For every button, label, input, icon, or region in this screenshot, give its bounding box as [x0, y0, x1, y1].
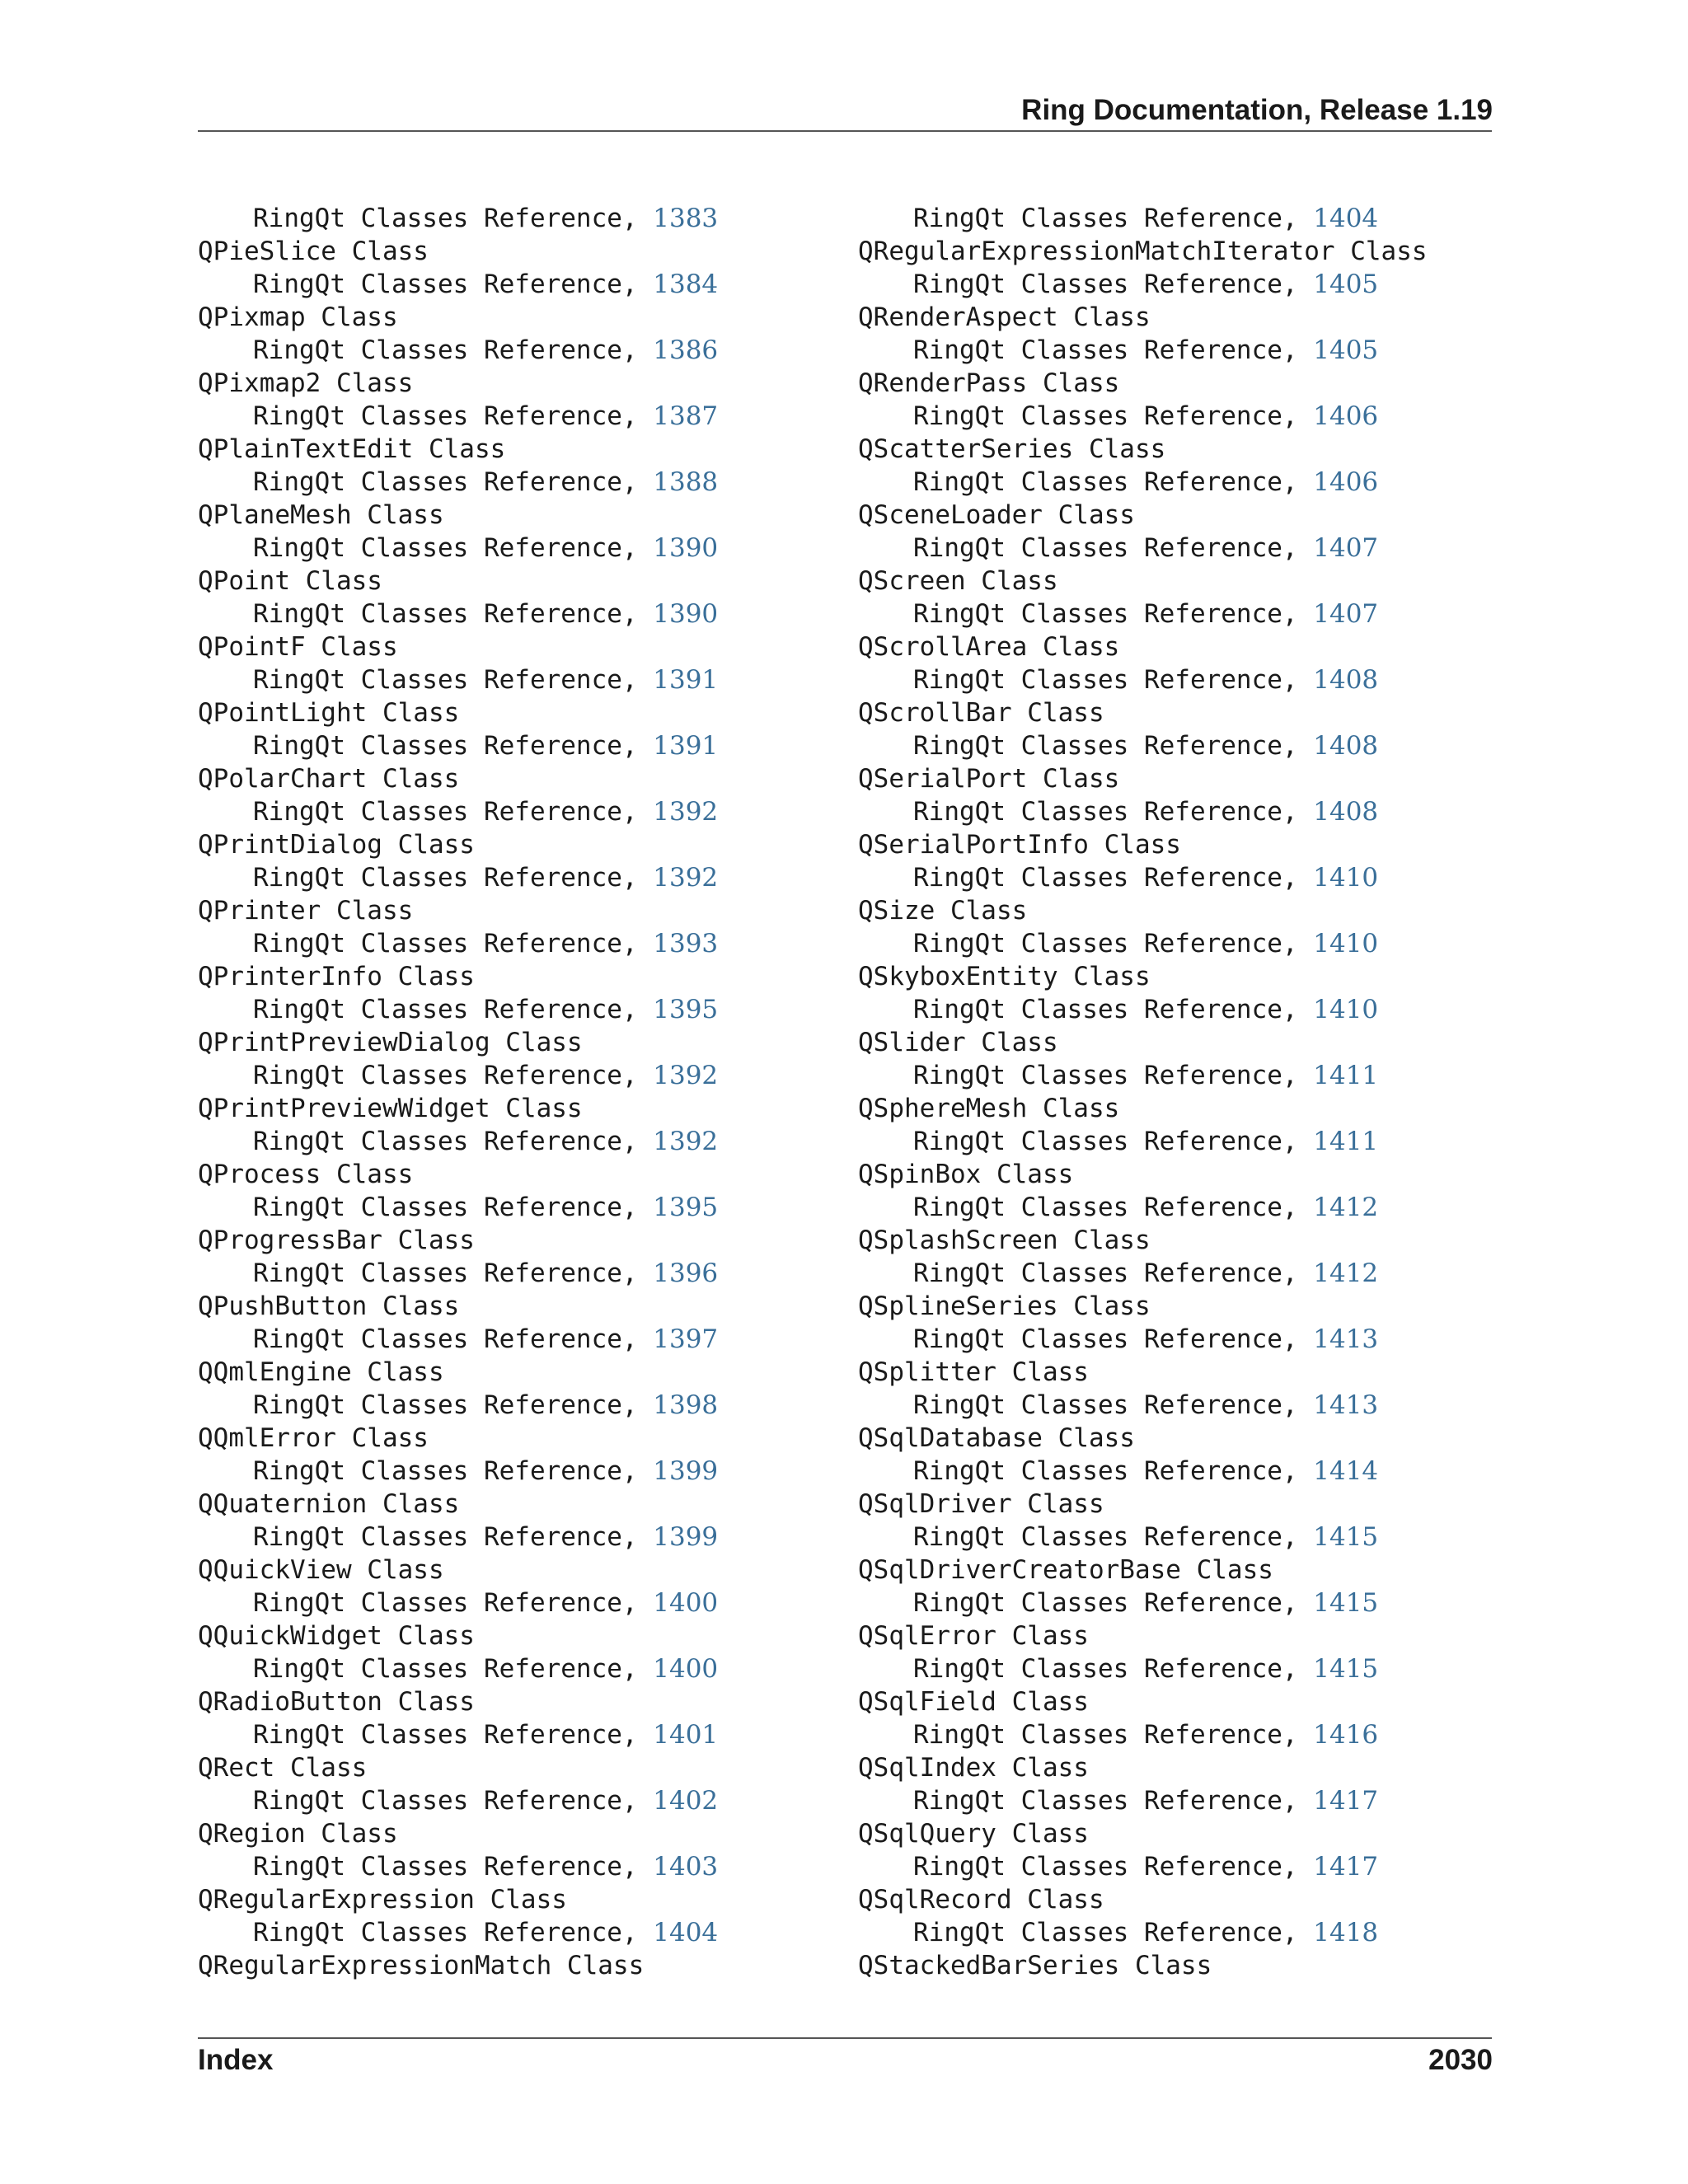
- index-entry: QSplashScreen Class: [858, 1226, 1151, 1255]
- subentry-label: RingQt Classes Reference,: [913, 1588, 1314, 1618]
- index-entry: QSqlDriver Class: [858, 1489, 1104, 1519]
- index-subentry: [858, 1652, 1428, 1685]
- index-subentry: [858, 598, 1428, 630]
- page-link[interactable]: 1403: [653, 1852, 719, 1882]
- index-subentry: [858, 1323, 1428, 1356]
- page-link[interactable]: 1390: [653, 533, 719, 563]
- index-column-right: [858, 202, 1428, 1982]
- index-subentry: [198, 1850, 718, 1883]
- index-subentry: [858, 1059, 1428, 1092]
- page-link[interactable]: 1406: [1313, 467, 1379, 497]
- page-link[interactable]: 1402: [653, 1786, 719, 1816]
- index-entry: QQuickWidget Class: [198, 1621, 475, 1651]
- index-subentry: [858, 795, 1428, 828]
- subentry-label: RingQt Classes Reference,: [253, 1061, 654, 1090]
- subentry-label: RingQt Classes Reference,: [253, 1852, 654, 1882]
- index-entry: QScrollArea Class: [858, 632, 1120, 662]
- index-subentry: [858, 1916, 1428, 1949]
- index-subentry: [198, 400, 718, 433]
- index-subentry: [198, 663, 718, 696]
- page-link[interactable]: 1415: [1313, 1588, 1379, 1618]
- subentry-label: RingQt Classes Reference,: [913, 1786, 1314, 1816]
- index-entry: QScrollBar Class: [858, 698, 1104, 728]
- subentry-label: RingQt Classes Reference,: [913, 204, 1314, 233]
- index-entry: QSplitter Class: [858, 1357, 1089, 1387]
- page-link[interactable]: 1392: [653, 1127, 719, 1156]
- page-link[interactable]: 1401: [653, 1720, 719, 1750]
- subentry-label: RingQt Classes Reference,: [913, 1720, 1314, 1750]
- index-entry: QSize Class: [858, 896, 1028, 926]
- index-entry: QPrintPreviewWidget Class: [198, 1094, 583, 1123]
- page-link[interactable]: 1400: [653, 1654, 719, 1684]
- index-subentry: [198, 1323, 718, 1356]
- index-entry: QQuickView Class: [198, 1555, 444, 1585]
- index-entry: QPrintDialog Class: [198, 830, 475, 860]
- page-link[interactable]: 1410: [1313, 929, 1379, 958]
- page-link[interactable]: 1391: [653, 731, 719, 761]
- subentry-label: RingQt Classes Reference,: [253, 1127, 654, 1156]
- index-entry: QSqlDatabase Class: [858, 1423, 1135, 1453]
- page-link[interactable]: 1405: [1313, 335, 1379, 365]
- index-subentry: [858, 1850, 1428, 1883]
- index-entry: QPoint Class: [198, 566, 382, 596]
- index-subentry: [198, 993, 718, 1026]
- page-link[interactable]: 1410: [1313, 863, 1379, 893]
- page-link[interactable]: 1398: [653, 1390, 719, 1420]
- index-subentry: [858, 861, 1428, 894]
- subentry-label: RingQt Classes Reference,: [913, 1390, 1314, 1420]
- index-subentry: [858, 1257, 1428, 1290]
- page-link[interactable]: 1388: [653, 467, 719, 497]
- index-subentry: [858, 1191, 1428, 1224]
- index-entry: QSqlField Class: [858, 1687, 1089, 1717]
- subentry-label: RingQt Classes Reference,: [253, 797, 654, 827]
- index-entry: QSqlRecord Class: [858, 1885, 1104, 1915]
- index-entry: QPointLight Class: [198, 698, 460, 728]
- subentry-label: RingQt Classes Reference,: [913, 1258, 1314, 1288]
- index-entry: QQmlEngine Class: [198, 1357, 444, 1387]
- index-entry: QRegularExpressionMatchIterator Class: [858, 237, 1428, 266]
- page-link[interactable]: 1396: [653, 1258, 719, 1288]
- index-entry: QSerialPort Class: [858, 764, 1120, 794]
- subentry-label: RingQt Classes Reference,: [913, 401, 1314, 431]
- subentry-label: RingQt Classes Reference,: [253, 1193, 654, 1222]
- page-link[interactable]: 1392: [653, 797, 719, 827]
- page-link[interactable]: 1397: [653, 1324, 719, 1354]
- index-subentry: [198, 466, 718, 499]
- page-link[interactable]: 1412: [1313, 1258, 1379, 1288]
- index-subentry: [858, 663, 1428, 696]
- index-subentry: [858, 1718, 1428, 1751]
- subentry-label: RingQt Classes Reference,: [913, 863, 1314, 893]
- index-subentry: [198, 1191, 718, 1224]
- index-entry: QPrinter Class: [198, 896, 414, 926]
- index-entry: QSphereMesh Class: [858, 1094, 1120, 1123]
- subentry-label: RingQt Classes Reference,: [253, 1918, 654, 1947]
- page-link[interactable]: 1411: [1313, 1127, 1379, 1156]
- index-entry: QPixmap Class: [198, 302, 398, 332]
- subentry-label: RingQt Classes Reference,: [253, 1654, 654, 1684]
- index-entry: QSqlIndex Class: [858, 1753, 1089, 1783]
- page-link[interactable]: 1387: [653, 401, 719, 431]
- subentry-label: RingQt Classes Reference,: [253, 1390, 654, 1420]
- page-link[interactable]: 1417: [1313, 1852, 1379, 1882]
- index-entry: QRadioButton Class: [198, 1687, 475, 1717]
- page-link[interactable]: 1413: [1313, 1390, 1379, 1420]
- subentry-label: RingQt Classes Reference,: [253, 335, 654, 365]
- index-entry: QPushButton Class: [198, 1291, 460, 1321]
- index-entry: QProcess Class: [198, 1160, 414, 1189]
- index-subentry: [858, 400, 1428, 433]
- index-entry: QPieSlice Class: [198, 237, 429, 266]
- index-subentry: [198, 598, 718, 630]
- footer-rule: [198, 2037, 1492, 2039]
- index-subentry: [858, 334, 1428, 367]
- subentry-label: RingQt Classes Reference,: [913, 1193, 1314, 1222]
- subentry-label: RingQt Classes Reference,: [253, 467, 654, 497]
- index-column-left: [198, 202, 718, 1982]
- page-link[interactable]: 1390: [653, 599, 719, 629]
- page-link[interactable]: 1399: [653, 1522, 719, 1552]
- index-subentry: [198, 927, 718, 960]
- page-link[interactable]: 1413: [1313, 1324, 1379, 1354]
- index-subentry: [198, 1586, 718, 1619]
- subentry-label: RingQt Classes Reference,: [253, 995, 654, 1024]
- index-entry: QProgressBar Class: [198, 1226, 475, 1255]
- page-link[interactable]: 1404: [1313, 204, 1379, 233]
- subentry-label: RingQt Classes Reference,: [913, 1522, 1314, 1552]
- subentry-label: RingQt Classes Reference,: [913, 335, 1314, 365]
- index-entry: QPixmap2 Class: [198, 368, 414, 398]
- page-link[interactable]: 1408: [1313, 665, 1379, 695]
- index-subentry: [858, 1784, 1428, 1817]
- index-subentry: [198, 1389, 718, 1422]
- subentry-label: RingQt Classes Reference,: [913, 797, 1314, 827]
- index-subentry: [858, 1389, 1428, 1422]
- page-link[interactable]: 1384: [653, 269, 719, 299]
- index-subentry: [858, 1125, 1428, 1158]
- page-header-title: Ring Documentation, Release 1.19: [1021, 94, 1493, 126]
- index-subentry: [858, 268, 1428, 301]
- subentry-label: RingQt Classes Reference,: [253, 401, 654, 431]
- index-subentry: [858, 1586, 1428, 1619]
- index-entry: QSlider Class: [858, 1028, 1058, 1057]
- index-entry: QStackedBarSeries Class: [858, 1951, 1212, 1980]
- subentry-label: RingQt Classes Reference,: [253, 533, 654, 563]
- subentry-label: RingQt Classes Reference,: [913, 1918, 1314, 1947]
- page-link[interactable]: 1383: [653, 204, 719, 233]
- subentry-label: RingQt Classes Reference,: [253, 1456, 654, 1486]
- header-rule: [198, 130, 1492, 132]
- page-link[interactable]: 1406: [1313, 401, 1379, 431]
- subentry-label: RingQt Classes Reference,: [253, 1588, 654, 1618]
- index-subentry: [858, 729, 1428, 762]
- subentry-label: RingQt Classes Reference,: [913, 1654, 1314, 1684]
- page-link[interactable]: 1405: [1313, 269, 1379, 299]
- index-entry: QSkyboxEntity Class: [858, 962, 1151, 991]
- page-link[interactable]: 1392: [653, 1061, 719, 1090]
- index-subentry: [198, 1257, 718, 1290]
- index-subentry: [858, 1455, 1428, 1488]
- page-link[interactable]: 1393: [653, 929, 719, 958]
- page-link[interactable]: 1395: [653, 1193, 719, 1222]
- index-subentry: [858, 1521, 1428, 1554]
- subentry-label: RingQt Classes Reference,: [253, 665, 654, 695]
- index-subentry: [198, 729, 718, 762]
- footer-section-label: Index: [198, 2044, 274, 2076]
- subentry-label: RingQt Classes Reference,: [913, 1061, 1314, 1090]
- subentry-label: RingQt Classes Reference,: [913, 665, 1314, 695]
- page-link[interactable]: 1415: [1313, 1654, 1379, 1684]
- index-subentry: [198, 861, 718, 894]
- subentry-label: RingQt Classes Reference,: [253, 269, 654, 299]
- index-subentry: [858, 927, 1428, 960]
- index-subentry: [198, 202, 718, 235]
- page-link[interactable]: 1399: [653, 1456, 719, 1486]
- page-link[interactable]: 1400: [653, 1588, 719, 1618]
- subentry-label: RingQt Classes Reference,: [253, 1324, 654, 1354]
- index-subentry: [858, 202, 1428, 235]
- index-entry: QSplineSeries Class: [858, 1291, 1151, 1321]
- index-entry: QQuaternion Class: [198, 1489, 460, 1519]
- page-link[interactable]: 1407: [1313, 533, 1379, 563]
- subentry-label: RingQt Classes Reference,: [913, 995, 1314, 1024]
- index-entry: QPlaneMesh Class: [198, 500, 444, 530]
- subentry-label: RingQt Classes Reference,: [913, 599, 1314, 629]
- subentry-label: RingQt Classes Reference,: [913, 269, 1314, 299]
- page-link[interactable]: 1417: [1313, 1786, 1379, 1816]
- page-link[interactable]: 1395: [653, 995, 719, 1024]
- subentry-label: RingQt Classes Reference,: [913, 1127, 1314, 1156]
- index-subentry: [198, 1784, 718, 1817]
- page-link[interactable]: 1404: [653, 1918, 719, 1947]
- subentry-label: RingQt Classes Reference,: [253, 1258, 654, 1288]
- index-subentry: [198, 1521, 718, 1554]
- index-entry: QSqlDriverCreatorBase Class: [858, 1555, 1273, 1585]
- page-link[interactable]: 1416: [1313, 1720, 1379, 1750]
- subentry-label: RingQt Classes Reference,: [913, 467, 1314, 497]
- index-entry: QRegularExpressionMatch Class: [198, 1951, 645, 1980]
- index-entry: QSqlError Class: [858, 1621, 1089, 1651]
- index-subentry: [198, 268, 718, 301]
- index-entry: QRenderPass Class: [858, 368, 1120, 398]
- subentry-label: RingQt Classes Reference,: [253, 599, 654, 629]
- subentry-label: RingQt Classes Reference,: [253, 863, 654, 893]
- index-entry: QPrinterInfo Class: [198, 962, 475, 991]
- index-entry: QRect Class: [198, 1753, 368, 1783]
- index-subentry: [198, 1125, 718, 1158]
- subentry-label: RingQt Classes Reference,: [913, 1852, 1314, 1882]
- index-entry: QSceneLoader Class: [858, 500, 1135, 530]
- subentry-label: RingQt Classes Reference,: [913, 533, 1314, 563]
- subentry-label: RingQt Classes Reference,: [913, 731, 1314, 761]
- index-subentry: [198, 1455, 718, 1488]
- page-link[interactable]: 1412: [1313, 1193, 1379, 1222]
- page-link[interactable]: 1415: [1313, 1522, 1379, 1552]
- index-subentry: [198, 1916, 718, 1949]
- index-entry: QScreen Class: [858, 566, 1058, 596]
- index-entry: QRegularExpression Class: [198, 1885, 567, 1915]
- page-link[interactable]: 1407: [1313, 599, 1379, 629]
- index-entry: QPolarChart Class: [198, 764, 460, 794]
- index-entry: QScatterSeries Class: [858, 434, 1166, 464]
- subentry-label: RingQt Classes Reference,: [253, 1522, 654, 1552]
- subentry-label: RingQt Classes Reference,: [913, 929, 1314, 958]
- index-entry: QSqlQuery Class: [858, 1819, 1089, 1849]
- index-subentry: [858, 466, 1428, 499]
- index-entry: QQmlError Class: [198, 1423, 429, 1453]
- index-entry: QRegion Class: [198, 1819, 398, 1849]
- subentry-label: RingQt Classes Reference,: [913, 1324, 1314, 1354]
- page-link[interactable]: 1392: [653, 863, 719, 893]
- page-link[interactable]: 1391: [653, 665, 719, 695]
- index-subentry: [198, 1718, 718, 1751]
- page-link[interactable]: 1418: [1313, 1918, 1379, 1947]
- page-link[interactable]: 1414: [1313, 1456, 1379, 1486]
- index-subentry: [858, 532, 1428, 565]
- index-entry: QPointF Class: [198, 632, 398, 662]
- index-subentry: [198, 532, 718, 565]
- footer-page-number: 2030: [1428, 2044, 1493, 2076]
- subentry-label: RingQt Classes Reference,: [253, 204, 654, 233]
- page-link[interactable]: 1408: [1313, 731, 1379, 761]
- subentry-label: RingQt Classes Reference,: [913, 1456, 1314, 1486]
- index-entry: QSpinBox Class: [858, 1160, 1074, 1189]
- page-link[interactable]: 1411: [1313, 1061, 1379, 1090]
- page-link[interactable]: 1408: [1313, 797, 1379, 827]
- index-entry: QSerialPortInfo Class: [858, 830, 1181, 860]
- subentry-label: RingQt Classes Reference,: [253, 731, 654, 761]
- index-subentry: [198, 334, 718, 367]
- index-entry: QRenderAspect Class: [858, 302, 1151, 332]
- index-subentry: [858, 993, 1428, 1026]
- index-subentry: [198, 1059, 718, 1092]
- index-subentry: [198, 1652, 718, 1685]
- index-entry: QPrintPreviewDialog Class: [198, 1028, 583, 1057]
- page-link[interactable]: 1386: [653, 335, 719, 365]
- subentry-label: RingQt Classes Reference,: [253, 1720, 654, 1750]
- index-entry: QPlainTextEdit Class: [198, 434, 506, 464]
- subentry-label: RingQt Classes Reference,: [253, 1786, 654, 1816]
- page-link[interactable]: 1410: [1313, 995, 1379, 1024]
- subentry-label: RingQt Classes Reference,: [253, 929, 654, 958]
- index-subentry: [198, 795, 718, 828]
